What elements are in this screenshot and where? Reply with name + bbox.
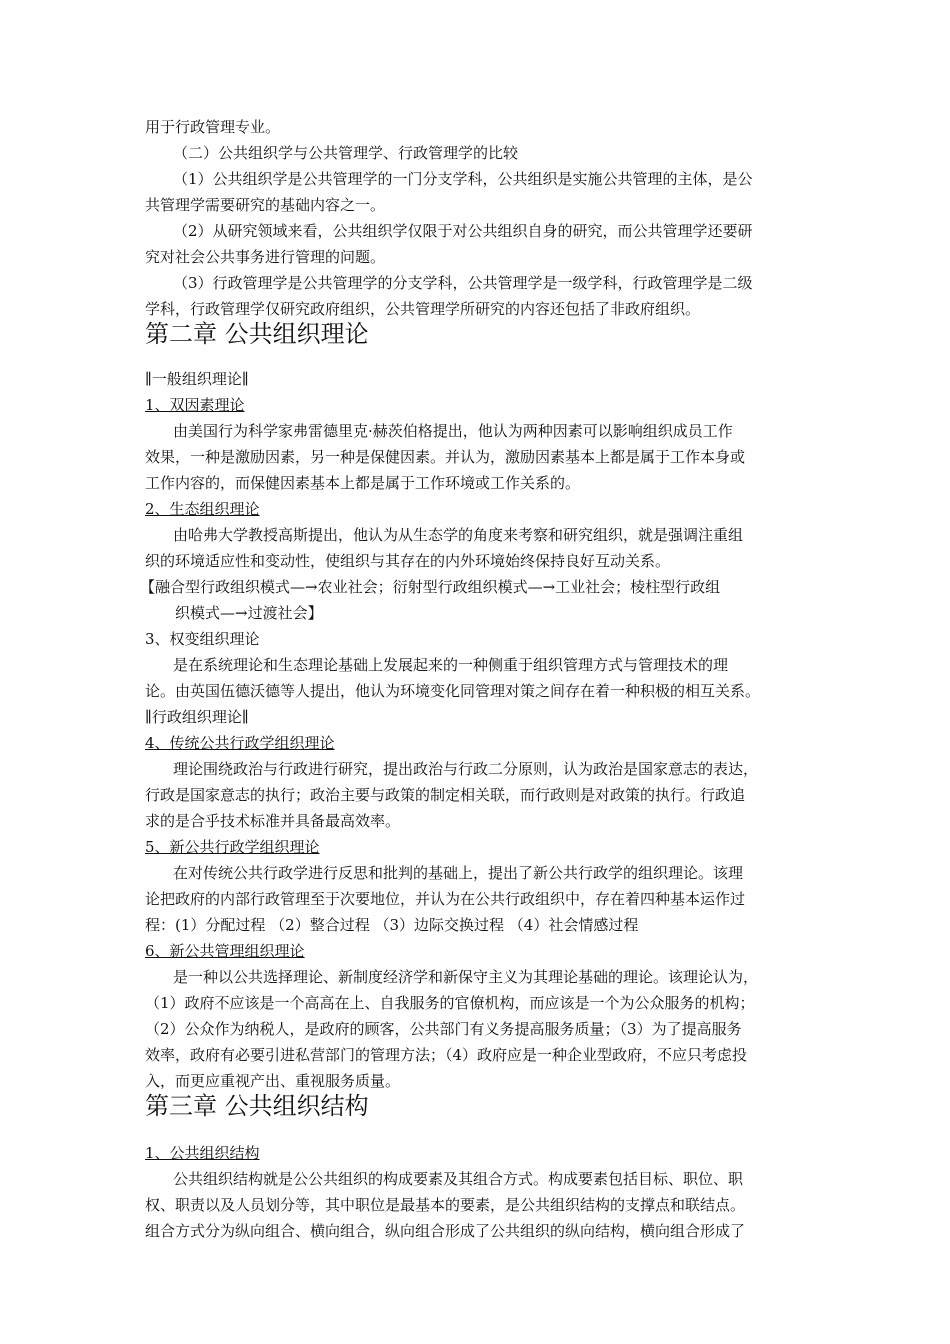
paragraph-line: 工作内容的，而保健因素基本上都是属于工作环境或工作关系的。 [145,474,581,492]
paragraph-line: 入，而更应重视产出、重视服务质量。 [145,1072,401,1090]
paragraph-line: 学科，行政管理学仅研究政府组织，公共管理学所研究的内容还包括了非政府组织。 [145,300,701,318]
group-label: ∥行政组织理论∥ [145,708,249,726]
paragraph-line: （2）从研究领域来看，公共组织学仅限于对公共组织自身的研究，而公共管理学还要研 [173,222,753,240]
paragraph-line: 组合方式分为纵向组合、横向组合，纵向组合形成了公共组织的纵向结构，横向组合形成了 [145,1222,746,1240]
paragraph-line: 究对社会公共事务进行管理的问题。 [145,248,386,266]
bracket-note: 织模式—→过渡社会】 [175,604,323,622]
paragraph-line: 行政是国家意志的执行；政治主要与政策的制定相关联，而行政则是对政策的执行。行政追 [145,786,746,804]
section-heading: 3、权变组织理论 [145,630,260,648]
paragraph-line: （3）行政管理学是公共管理学的分支学科，公共管理学是一级学科，行政管理学是二级 [173,274,753,292]
paragraph-line: 程：(1）分配过程 （2）整合过程 （3）边际交换过程 （4）社会情感过程 [145,916,639,934]
paragraph-line: 是在系统理论和生态理论基础上发展起来的一种侧重于组织管理方式与管理技术的理 [173,656,729,674]
section-heading: 1、公共组织结构 [145,1144,260,1162]
paragraph-line: （1）政府不应该是一个高高在上、自我服务的官僚机构，而应该是一个为公众服务的机构； [145,994,755,1012]
paragraph-line: 共管理学需要研究的基础内容之一。 [145,196,386,214]
paragraph-line: 由美国行为科学家弗雷德里克·赫茨伯格提出，他认为两种因素可以影响组织成员工作 [173,422,733,440]
paragraph-line: （2）公众作为纳税人，是政府的顾客，公共部门有义务提高服务质量；（3）为了提高服务 [145,1020,742,1038]
section-heading: 2、生态组织理论 [145,500,260,518]
paragraph-line: 由哈弗大学教授高斯提出，他认为从生态学的角度来考察和研究组织，就是强调注重组 [173,526,744,544]
subsection-heading: （二）公共组织学与公共管理学、行政管理学的比较 [173,144,519,162]
section-heading: 5、新公共行政学组织理论 [145,838,320,856]
section-heading: 6、新公共管理组织理论 [145,942,305,960]
paragraph-line: 效果，一种是激励因素，另一种是保健因素。并认为，激励因素基本上都是属于工作本身或 [145,448,746,466]
section-heading: 4、传统公共行政学组织理论 [145,734,335,752]
paragraph-line: 是一种以公共选择理论、新制度经济学和新保守主义为其理论基础的理论。该理论认为， [173,968,759,986]
paragraph-line: （1）公共组织学是公共管理学的一门分支学科，公共组织是实施公共管理的主体，是公 [173,170,753,188]
chapter-title: 第三章 公共组织结构 [145,1092,369,1120]
group-label: ∥一般组织理论∥ [145,370,249,388]
paragraph-line: 效率，政府有必要引进私营部门的管理方法；（4）政府应是一种企业型政府，不应只考虑投 [145,1046,748,1064]
section-heading: 1、双因素理论 [145,396,245,414]
paragraph-line: 求的是合乎技术标准并具备最高效率。 [145,812,401,830]
paragraph-line: 用于行政管理专业。 [145,118,281,136]
paragraph-line: 论把政府的内部行政管理至于次要地位，并认为在公共行政组织中，存在着四种基本运作过 [145,890,746,908]
paragraph-line: 理论围绕政治与行政进行研究，提出政治与行政二分原则，认为政治是国家意志的表达， [173,760,759,778]
bracket-note: 【融合型行政组织模式—→农业社会；衍射型行政组织模式—→工业社会；棱柱型行政组 [140,578,721,596]
paragraph-line: 在对传统公共行政学进行反思和批判的基础上，提出了新公共行政学的组织理论。该理 [173,864,744,882]
paragraph-line: 织的环境适应性和变动性，使组织与其存在的内外环境始终保持良好互动关系。 [145,552,671,570]
chapter-title: 第二章 公共组织理论 [145,320,369,348]
paragraph-line: 论。由英国伍德沃德等人提出，他认为环境变化同管理对策之间存在着一种积极的相互关系。 [145,682,761,700]
paragraph-line: 权、职责以及人员划分等，其中职位是最基本的要素，是公共组织结构的支撑点和联结点。 [145,1196,746,1214]
paragraph-line: 公共组织结构就是公公共组织的构成要素及其组合方式。构成要素包括目标、职位、职 [173,1170,744,1188]
